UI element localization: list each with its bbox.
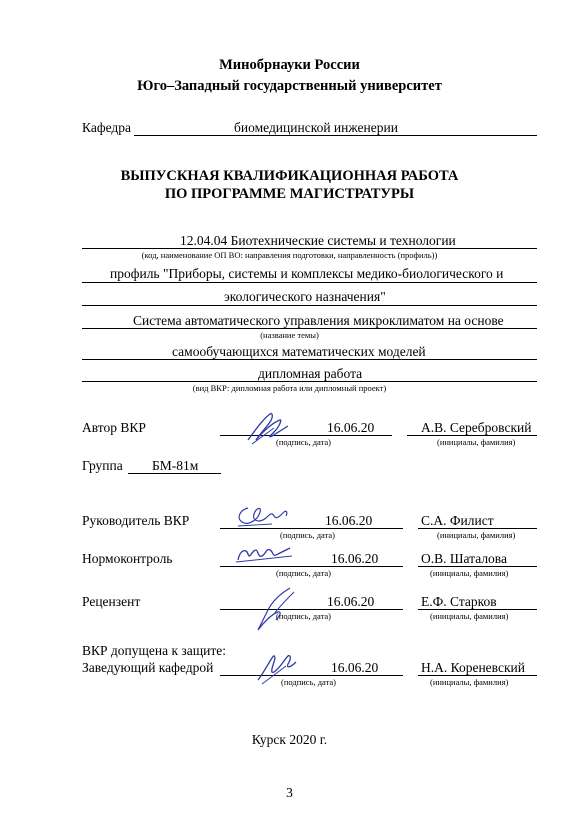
head-name: Н.А. Кореневский (421, 660, 525, 675)
topic-line2: самообучающихся математических моделей (172, 344, 426, 359)
topic-line1: Система автоматического управления микроклиматом на основе (133, 313, 504, 328)
normcontrol-signature (234, 544, 294, 566)
program-caption: (код, наименование ОП ВО: направления подготовки, направленность (профиль)) (141, 250, 438, 260)
group-label: Группа (82, 458, 123, 473)
ministry-name: Минобрнауки России (219, 57, 360, 73)
reviewer-label: Рецензент (82, 594, 141, 609)
page-number: 3 (286, 785, 293, 800)
department-value: биомедицинской инженерии (234, 120, 398, 135)
supervisor-name-caption: (инициалы, фамилия) (437, 530, 516, 540)
profile-line2: экологического назначения" (224, 289, 386, 304)
city-year: Курск 2020 г. (251, 732, 328, 747)
document-title-line1: ВЫПУСКНАЯ КВАЛИФИКАЦИОННАЯ РАБОТА (120, 168, 459, 184)
reviewer-name-caption: (инициалы, фамилия) (430, 611, 509, 621)
profile-line1: профиль "Приборы, системы и комплексы медико-биологического и (110, 266, 504, 281)
normcontrol-sign-caption: (подпись, дата) (276, 568, 332, 578)
author-date: 16.06.20 (327, 420, 375, 435)
supervisor-date: 16.06.20 (325, 513, 373, 528)
author-name-caption: (инициалы, фамилия) (437, 437, 516, 447)
work-type-caption: (вид ВКР: дипломная работа или дипломный проект) (192, 383, 387, 393)
supervisor-label: Руководитель ВКР (82, 513, 190, 528)
profile-underline-1 (82, 282, 537, 283)
admission-label: ВКР допущена к защите: (82, 643, 226, 658)
program-code-name: 12.04.04 Биотехнические системы и технологии (180, 233, 456, 248)
normcontrol-date: 16.06.20 (331, 551, 379, 566)
author-name: А.В. Серебровский (421, 420, 532, 435)
reviewer-date: 16.06.20 (327, 594, 375, 609)
document-title-line2: ПО ПРОГРАММЕ МАГИСТРАТУРЫ (164, 186, 415, 202)
author-sign-caption: (подпись, дата) (276, 437, 332, 447)
head-of-department-label: Заведующий кафедрой (82, 660, 214, 675)
head-sign-caption: (подпись, дата) (281, 677, 337, 687)
supervisor-sign-caption: (подпись, дата) (280, 530, 336, 540)
supervisor-name: С.А. Филист (421, 513, 494, 528)
reviewer-sign-caption: (подпись, дата) (276, 611, 332, 621)
topic-caption: (название темы) (260, 330, 319, 340)
head-date: 16.06.20 (331, 660, 379, 675)
supervisor-signature (232, 502, 292, 530)
university-name: Юго–Западный государственный университет (137, 78, 442, 94)
head-name-caption: (инициалы, фамилия) (430, 677, 509, 687)
reviewer-name: Е.Ф. Старков (421, 594, 497, 609)
reviewer-signature (250, 584, 298, 634)
department-label: Кафедра (82, 120, 131, 135)
normcontrol-label: Нормоконтроль (82, 551, 173, 566)
work-type-value: дипломная работа (258, 366, 363, 381)
group-value: БМ-81м (152, 458, 199, 473)
normcontrol-name-caption: (инициалы, фамилия) (430, 568, 509, 578)
profile-underline-2 (82, 305, 537, 306)
normcontrol-name: О.В. Шаталова (421, 551, 507, 566)
author-label: Автор ВКР (82, 420, 146, 435)
reviewer-sign-underline (220, 609, 403, 610)
